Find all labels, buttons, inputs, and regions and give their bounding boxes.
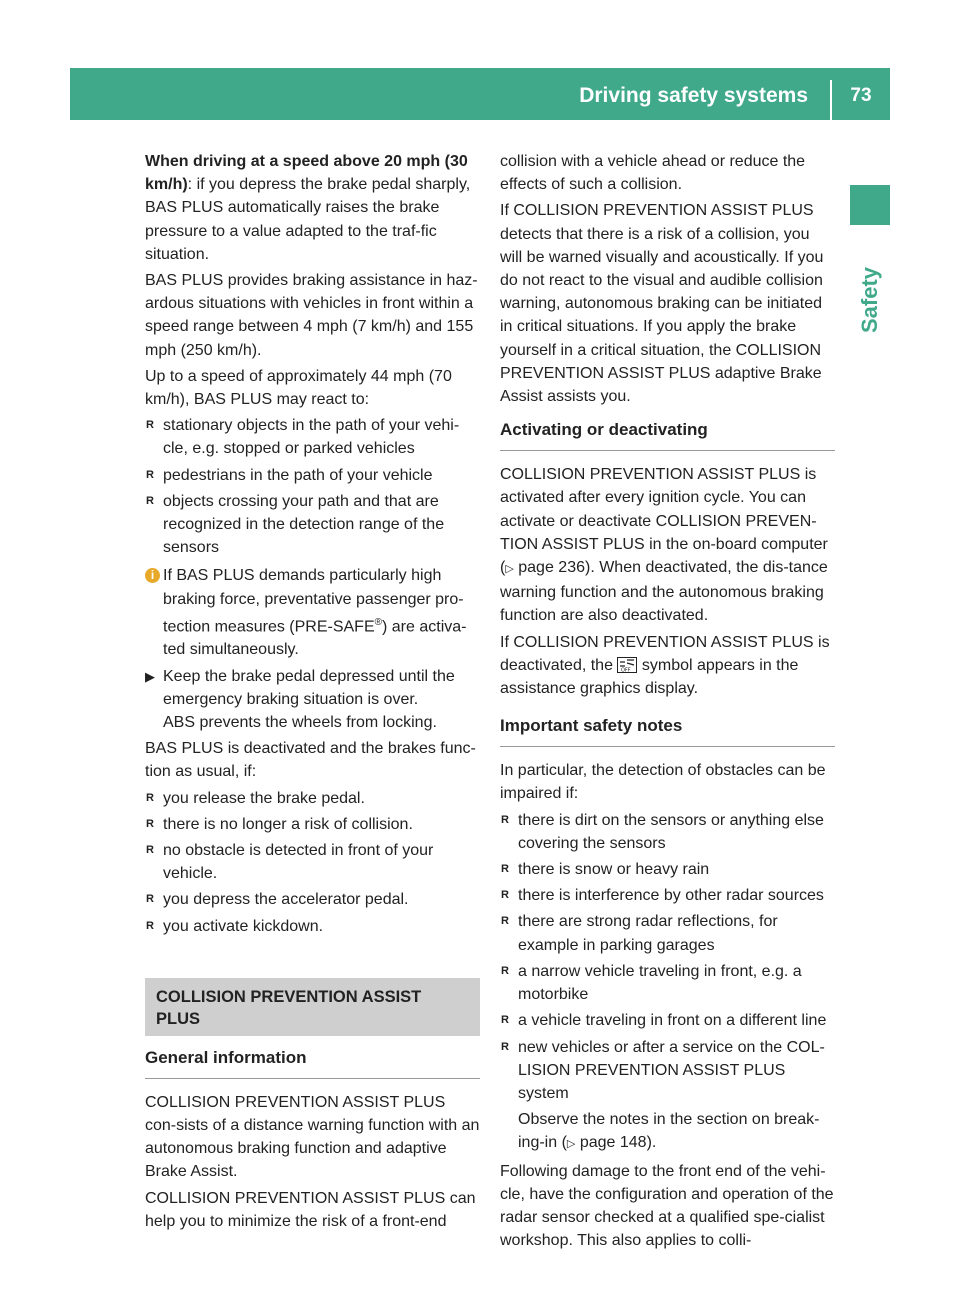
- paragraph: Following damage to the front end of the vehi-cle, have the configuration and operation of the radar sensor checked at a qualified spe-cialist workshop. This also applies to colli-: [500, 1162, 834, 1250]
- chapter-label: Safety: [857, 266, 882, 334]
- paragraph: If COLLISION PREVENTION ASSIST PLUS is deactivated, the OFF symbol appears in the assistance graphics display.: [500, 633, 830, 698]
- page-number: 73: [850, 85, 872, 106]
- page-ref-arrow-icon: ▷: [566, 1138, 576, 1151]
- list-item: R no obstacle is detected in front of your vehicle.: [145, 839, 480, 885]
- right-column: [500, 150, 835, 1255]
- list-item: R a narrow vehicle traveling in front, e.g. a motorbike: [500, 960, 835, 1006]
- paragraph: Up to a speed of approximately 44 mph (70 km/h), BAS PLUS may react to:: [145, 367, 452, 409]
- bullet-list: [500, 809, 835, 1105]
- info-icon: i: [145, 568, 160, 583]
- list-item: R there is dirt on the sensors or anything else covering the sensors: [500, 809, 835, 855]
- chapter-tab-marker: [850, 185, 890, 225]
- paragraph: Observe the notes in the section on break-ing-in (▷ page 148).: [518, 1111, 820, 1152]
- instruction-step: ▶ Keep the brake pedal depressed until the emergency braking situation is over. ABS prevents the wheels from locking.: [145, 665, 480, 735]
- paragraph: If COLLISION PREVENTION ASSIST PLUS detects that there is a risk of a collision, you will be warned visually and acoustically. If you do not react to the visual and audible collision warning, autonomous braking can be initiated in critical situations. If you apply the brake yourself in a critical situation, the COLLISION PREVENTION ASSIST PLUS adaptive Brake Assist assists you.: [500, 202, 824, 406]
- list-item: R new vehicles or after a service on the COL-LISION PREVENTION ASSIST PLUS system: [500, 1036, 835, 1106]
- list-item: R objects crossing your path and that are recognized in the detection range of the sensors: [145, 490, 480, 560]
- paragraph: In particular, the detection of obstacles can be impaired if:: [500, 762, 826, 803]
- list-item: R there are strong radar reflections, for example in parking garages: [500, 910, 835, 956]
- list-item: R you depress the accelerator pedal.: [145, 888, 480, 911]
- page-reference[interactable]: page 148: [579, 1134, 647, 1152]
- list-item: R there is no longer a risk of collision.: [145, 813, 480, 836]
- list-item: R stationary objects in the path of your vehi-cle, e.g. stopped or parked vehicles: [145, 414, 480, 460]
- svg-text:OFF: OFF: [621, 667, 632, 673]
- step-arrow-icon: ▶: [145, 668, 155, 684]
- paragraph: COLLISION PREVENTION ASSIST PLUS con-sists of a distance warning function with an autonomous braking function and adaptive Brake Assist.: [145, 1093, 480, 1181]
- info-note: i If BAS PLUS demands particularly high braking force, preventative passenger pro-tection measures (PRE-SAFE®) are activa-ted simultaneously.: [145, 564, 480, 661]
- paragraph: BAS PLUS is deactivated and the brakes func-tion as usual, if:: [145, 740, 476, 781]
- bullet-list: [145, 787, 480, 938]
- collision-prevention-off-icon: [617, 657, 637, 673]
- left-column: [145, 150, 480, 1236]
- list-item: R a vehicle traveling in front on a different line: [500, 1009, 835, 1032]
- header-title: Driving safety systems: [579, 84, 808, 107]
- paragraph: collision with a vehicle ahead or reduce the effects of such a collision.: [500, 153, 806, 194]
- list-item: R there is snow or heavy rain: [500, 858, 835, 881]
- subheading: Activating or deactivating: [500, 418, 835, 451]
- header-bar: [70, 68, 890, 120]
- paragraph: When driving at a speed above 20 mph (30 km/h): if you depress the brake pedal sharply, BAS PLUS automatically raises the brake pressure to a value adapted to the traf-fic situation.: [145, 153, 471, 263]
- paragraph: BAS PLUS provides braking assistance in haz-ardous situations with vehicles in front within a speed range between 4 mph (7 km/h) and 155 mph (250 km/h).: [145, 272, 478, 359]
- paragraph: COLLISION PREVENTION ASSIST PLUS can help you to minimize the risk of a front-end: [145, 1189, 476, 1230]
- subheading: General information: [145, 1046, 480, 1079]
- page-reference[interactable]: page 236: [518, 559, 585, 577]
- list-item: R you activate kickdown.: [145, 915, 480, 938]
- page-ref-arrow-icon: ▷: [505, 563, 514, 576]
- list-item: R there is interference by other radar sources: [500, 884, 835, 907]
- list-item: R pedestrians in the path of your vehicle: [145, 464, 480, 487]
- list-item: R you release the brake pedal.: [145, 787, 480, 810]
- paragraph: COLLISION PREVENTION ASSIST PLUS is activated after every ignition cycle. You can activate or deactivate COLLISION PREVEN-TION ASSIST PLUS in the on-board computer (▷ page 236). When deactivated, the dis-tance warning function and the autonomous braking function are also deactivated.: [500, 466, 828, 625]
- bullet-list: [145, 414, 480, 559]
- subheading: Important safety notes: [500, 714, 835, 747]
- section-title: COLLISION PREVENTION ASSIST PLUS: [145, 978, 480, 1036]
